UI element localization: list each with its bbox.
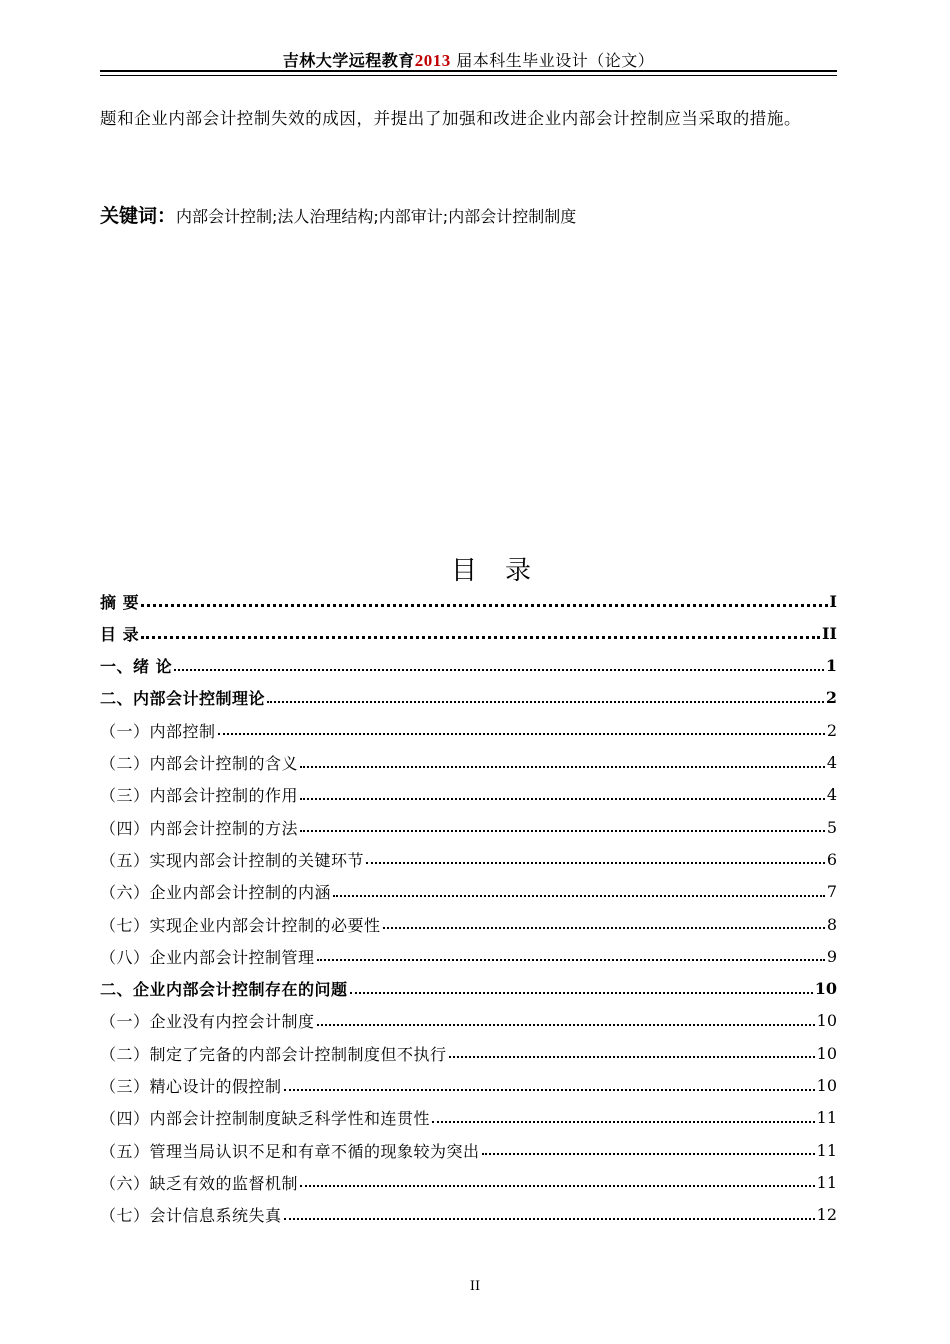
toc-entry-label: （二）制定了完备的内部会计控制制度但不执行 xyxy=(100,1044,447,1064)
toc-leader-dots xyxy=(267,701,824,703)
toc-leader-dots xyxy=(350,992,813,994)
toc-leader-dots xyxy=(141,604,827,607)
toc-leader-dots xyxy=(218,733,825,735)
toc-leader-dots xyxy=(174,669,824,671)
toc-entry-page: 9 xyxy=(826,946,837,966)
toc-entry[interactable] xyxy=(100,973,837,1005)
toc-entry-label: （一）内部控制 xyxy=(100,721,216,741)
toc-leader-dots xyxy=(284,1218,815,1220)
toc-entry-page: 6 xyxy=(826,849,837,869)
toc-entry[interactable] xyxy=(100,1005,837,1037)
toc-entry-page: 11 xyxy=(816,1172,837,1192)
toc-entry-label: （二）内部会计控制的含义 xyxy=(100,754,299,773)
header-rule-thin xyxy=(100,75,837,76)
toc-entry[interactable] xyxy=(100,1166,837,1198)
toc-entry-label: （五）实现内部会计控制的关键环节 xyxy=(100,850,365,870)
running-header xyxy=(100,48,837,71)
toc-leader-dots xyxy=(449,1056,815,1058)
toc-entry[interactable] xyxy=(100,1070,837,1102)
toc-leader-dots xyxy=(317,959,825,961)
toc-entry-label: 二、内部会计控制理论 xyxy=(100,689,266,709)
toc-entry-label: 摘 要 xyxy=(100,592,140,612)
toc-entry-label: （三）内部会计控制的作用 xyxy=(100,786,299,806)
toc-entry-label: 一、绪 论 xyxy=(100,657,173,677)
toc-entry-label: （四）内部会计控制制度缺乏科学性和连贯性 xyxy=(100,1109,431,1129)
toc-entry-page: 10 xyxy=(816,1076,837,1095)
toc-entry[interactable] xyxy=(100,1037,837,1069)
toc-leader-dots xyxy=(482,1153,815,1155)
toc-leader-dots xyxy=(300,766,825,768)
abstract-paragraph: 题和企业内部会计控制失效的成因，并提出了加强和改进企业内部会计控制应当采取的措施。 xyxy=(100,109,802,128)
toc-entry-label: 目 录 xyxy=(100,624,140,644)
toc-leader-dots xyxy=(141,636,820,639)
toc-entry-page: 12 xyxy=(816,1205,837,1225)
toc-leader-dots xyxy=(300,798,825,800)
toc-entry[interactable] xyxy=(100,650,837,682)
toc-entry[interactable] xyxy=(100,617,837,649)
toc-entry-label: （六）缺乏有效的监督机制 xyxy=(100,1173,299,1193)
toc-entry-label: （五）管理当局认识不足和有章不循的现象较为突出 xyxy=(100,1141,480,1161)
toc-entry-page: II xyxy=(822,623,837,643)
toc-entry-page: 1 xyxy=(825,656,837,676)
keywords-value: 内部会计控制;法人治理结构;内部审计;内部会计控制制度 xyxy=(176,207,577,226)
header-year: 2013 xyxy=(414,51,451,70)
header-rule-thick xyxy=(100,70,837,72)
toc-entry[interactable] xyxy=(100,1102,837,1134)
toc-entry-label: （八）企业内部会计控制管理 xyxy=(100,947,315,967)
toc-entry[interactable] xyxy=(100,876,837,908)
toc-entry-page: 11 xyxy=(816,1140,837,1160)
toc-leader-dots xyxy=(383,927,825,929)
toc-entry[interactable] xyxy=(100,811,837,843)
toc-entry[interactable] xyxy=(100,940,837,972)
toc-entry-label: （七）实现企业内部会计控制的必要性 xyxy=(100,915,381,935)
toc-leader-dots xyxy=(284,1089,815,1091)
toc-entry-page: 10 xyxy=(816,1011,837,1031)
toc-entry[interactable] xyxy=(100,747,837,779)
toc-entry[interactable] xyxy=(100,908,837,940)
toc-entry-page: 7 xyxy=(826,882,837,902)
toc-entry-label: （四）内部会计控制的方法 xyxy=(100,818,299,838)
toc-leader-dots xyxy=(300,1185,815,1187)
toc-leader-dots xyxy=(300,830,825,832)
toc-entry-page: 4 xyxy=(826,753,837,772)
header-title: 吉林大学远程教育 xyxy=(282,51,415,70)
toc-entry-label: 二、企业内部会计控制存在的问题 xyxy=(100,980,348,1000)
toc-title: 目录 xyxy=(450,556,559,586)
toc-entry-page: I xyxy=(829,591,837,611)
toc-entry[interactable] xyxy=(100,682,837,714)
toc-entry-label: （六）企业内部会计控制的内涵 xyxy=(100,883,332,903)
toc-entry[interactable] xyxy=(100,585,837,617)
toc-entry[interactable] xyxy=(100,779,837,811)
toc-entry-page: 2 xyxy=(826,720,837,740)
toc-entry[interactable] xyxy=(100,1199,837,1231)
toc-entry-page: 2 xyxy=(825,688,837,708)
toc-entry-page: 11 xyxy=(816,1108,837,1128)
page-number: II xyxy=(469,1279,481,1294)
toc-leader-dots xyxy=(432,1121,815,1123)
toc-leader-dots xyxy=(333,895,825,897)
header-subtitle: 届本科生毕业设计（论文） xyxy=(450,51,655,70)
toc-entry-page: 4 xyxy=(826,785,837,805)
toc-entry-label: （三）精心设计的假控制 xyxy=(100,1077,282,1096)
toc-entry-page: 10 xyxy=(814,979,837,999)
keywords-label: 关键词： xyxy=(100,205,177,227)
toc-entry-page: 5 xyxy=(826,817,837,837)
toc-leader-dots xyxy=(317,1024,815,1026)
toc-entry-label: （七）会计信息系统失真 xyxy=(100,1206,282,1226)
toc-leader-dots xyxy=(366,862,825,864)
toc-entry[interactable] xyxy=(100,714,837,746)
toc-entry[interactable] xyxy=(100,843,837,875)
toc-entry[interactable] xyxy=(100,1134,837,1166)
keywords-line xyxy=(100,201,576,228)
toc-entry-page: 8 xyxy=(826,914,837,934)
toc-entry-page: 10 xyxy=(816,1043,837,1063)
toc-entry-label: （一）企业没有内控会计制度 xyxy=(100,1012,315,1032)
